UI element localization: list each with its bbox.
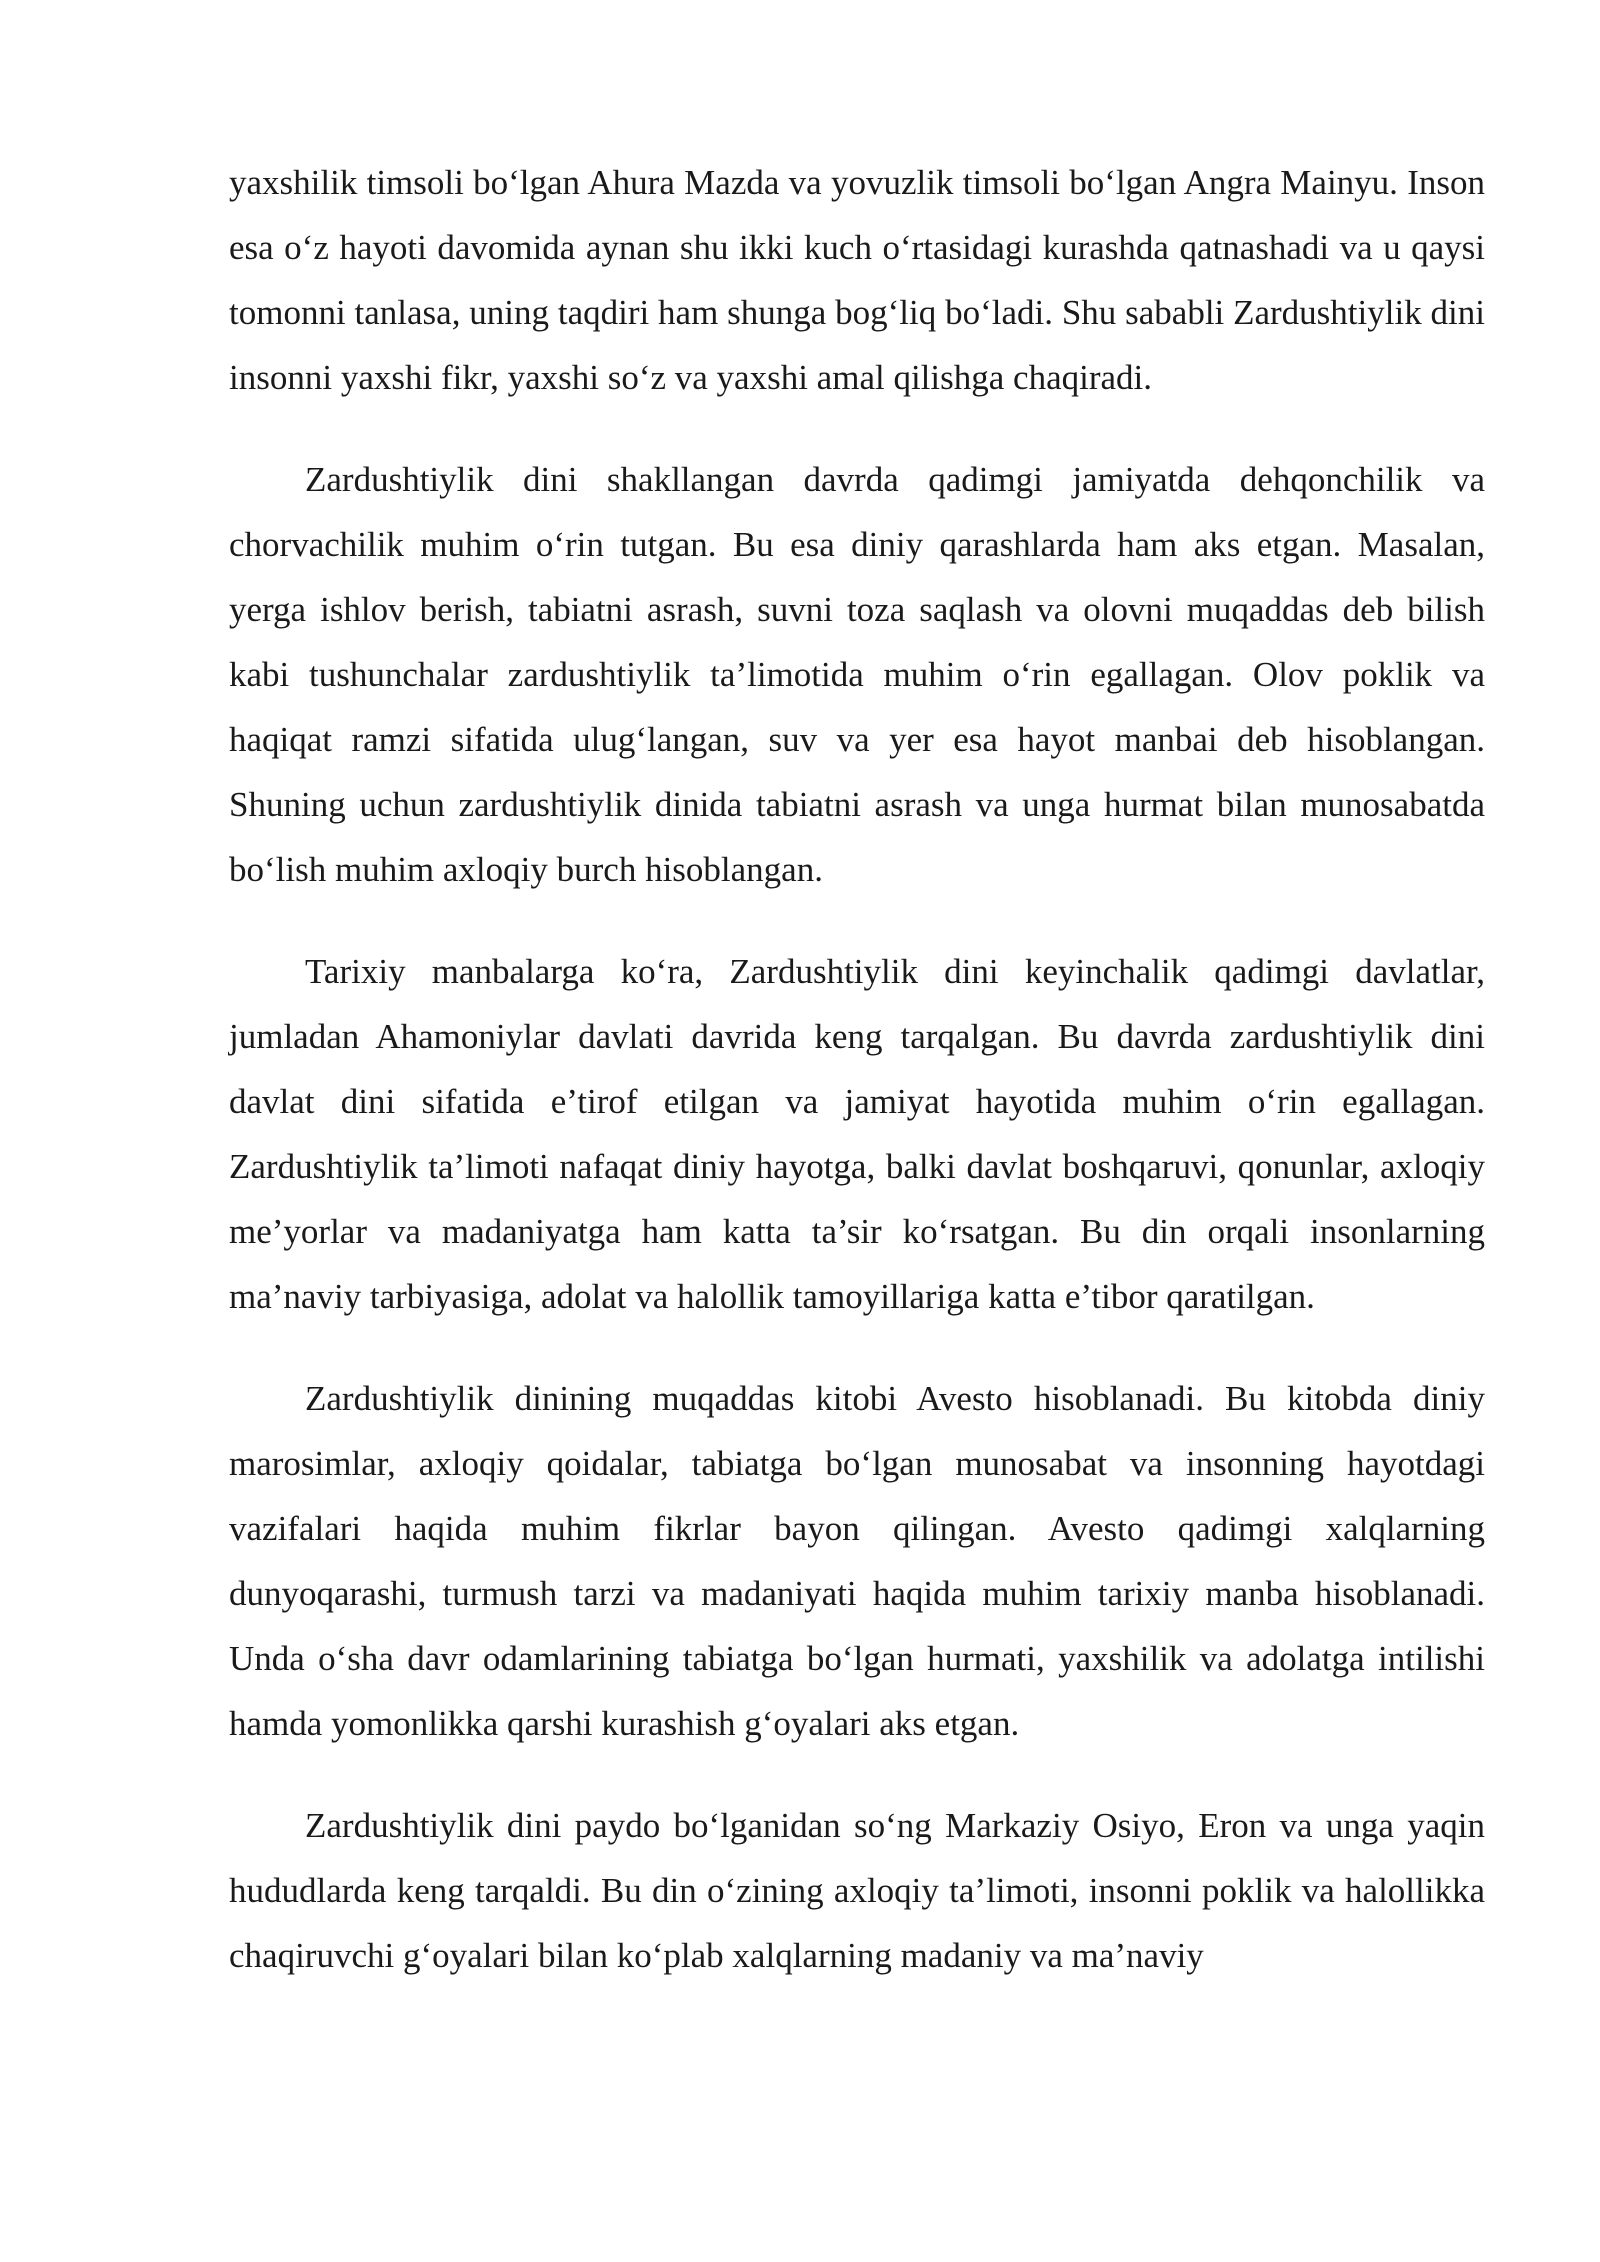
body-text bbox=[229, 150, 1485, 2025]
paragraph-4: Zardushtiylik dinining muqaddas kitobi Avesto hisoblanadi. Bu kitobda diniy marosimlar, axloqiy qoidalar, tabiatga bo‘lgan munosabat va insonning hayotdagi vazifalari haqida muhim fikrlar bayon qilingan. Avesto qadimgi xalqlarning dunyoqarashi, turmush tarzi va madaniyati haqida muhim tarixiy manba hisoblanadi. Unda o‘sha davr odamlarining tabiatga bo‘lgan hurmati, yaxshilik va adolatga intilishi hamda yomonlikka qarshi kurashish g‘oyalari aks etgan. bbox=[229, 1379, 1485, 1743]
paragraph-1: yaxshilik timsoli bo‘lgan Ahura Mazda va yovuzlik timsoli bo‘lgan Angra Mainyu. Inson esa o‘z hayoti davomida aynan shu ikki kuch o‘rtasidagi kurashda qatnashadi va u qaysi tomonni tanlasa, uning taqdiri ham shunga bog‘liq bo‘ladi. Shu sababli Zardushtiylik dini insonni yaxshi fikr, yaxshi so‘z va yaxshi amal qilishga chaqiradi. bbox=[229, 163, 1485, 397]
paragraph-2: Zardushtiylik dini shakllangan davrda qadimgi jamiyatda dehqonchilik va chorvachilik muhim o‘rin tutgan. Bu esa diniy qarashlarda ham aks etgan. Masalan, yerga ishlov berish, tabiatni asrash, suvni toza saqlash va olovni muqaddas deb bilish kabi tushunchalar zardushtiylik ta’limotida muhim o‘rin egallagan. Olov poklik va haqiqat ramzi sifatida ulug‘langan, suv va yer esa hayot manbai deb hisoblangan. Shuning uchun zardushtiylik dinida tabiatni asrash va unga hurmat bilan munosabatda bo‘lish muhim axloqiy burch hisoblangan. bbox=[229, 460, 1485, 889]
paragraph-5: Zardushtiylik dini paydo bo‘lganidan so‘ng Markaziy Osiyo, Eron va unga yaqin hududlarda keng tarqaldi. Bu din o‘zining axloqiy ta’limoti, insonni poklik va halollikka chaqiruvchi g‘oyalari bilan ko‘plab xalqlarning madaniy va ma’naviy bbox=[229, 1806, 1485, 1975]
paragraph-3: Tarixiy manbalarga ko‘ra, Zardushtiylik dini keyinchalik qadimgi davlatlar, jumladan Ahamoniylar davlati davrida keng tarqalgan. Bu davrda zardushtiylik dini davlat dini sifatida e’tirof etilgan va jamiyat hayotida muhim o‘rin egallagan. Zardushtiylik ta’limoti nafaqat diniy hayotga, balki davlat boshqaruvi, qonunlar, axloqiy me’yorlar va madaniyatga ham katta ta’sir ko‘rsatgan. Bu din orqali insonlarning ma’naviy tarbiyasiga, adolat va halollik tamoyillariga katta e’tibor qaratilgan. bbox=[229, 952, 1485, 1316]
